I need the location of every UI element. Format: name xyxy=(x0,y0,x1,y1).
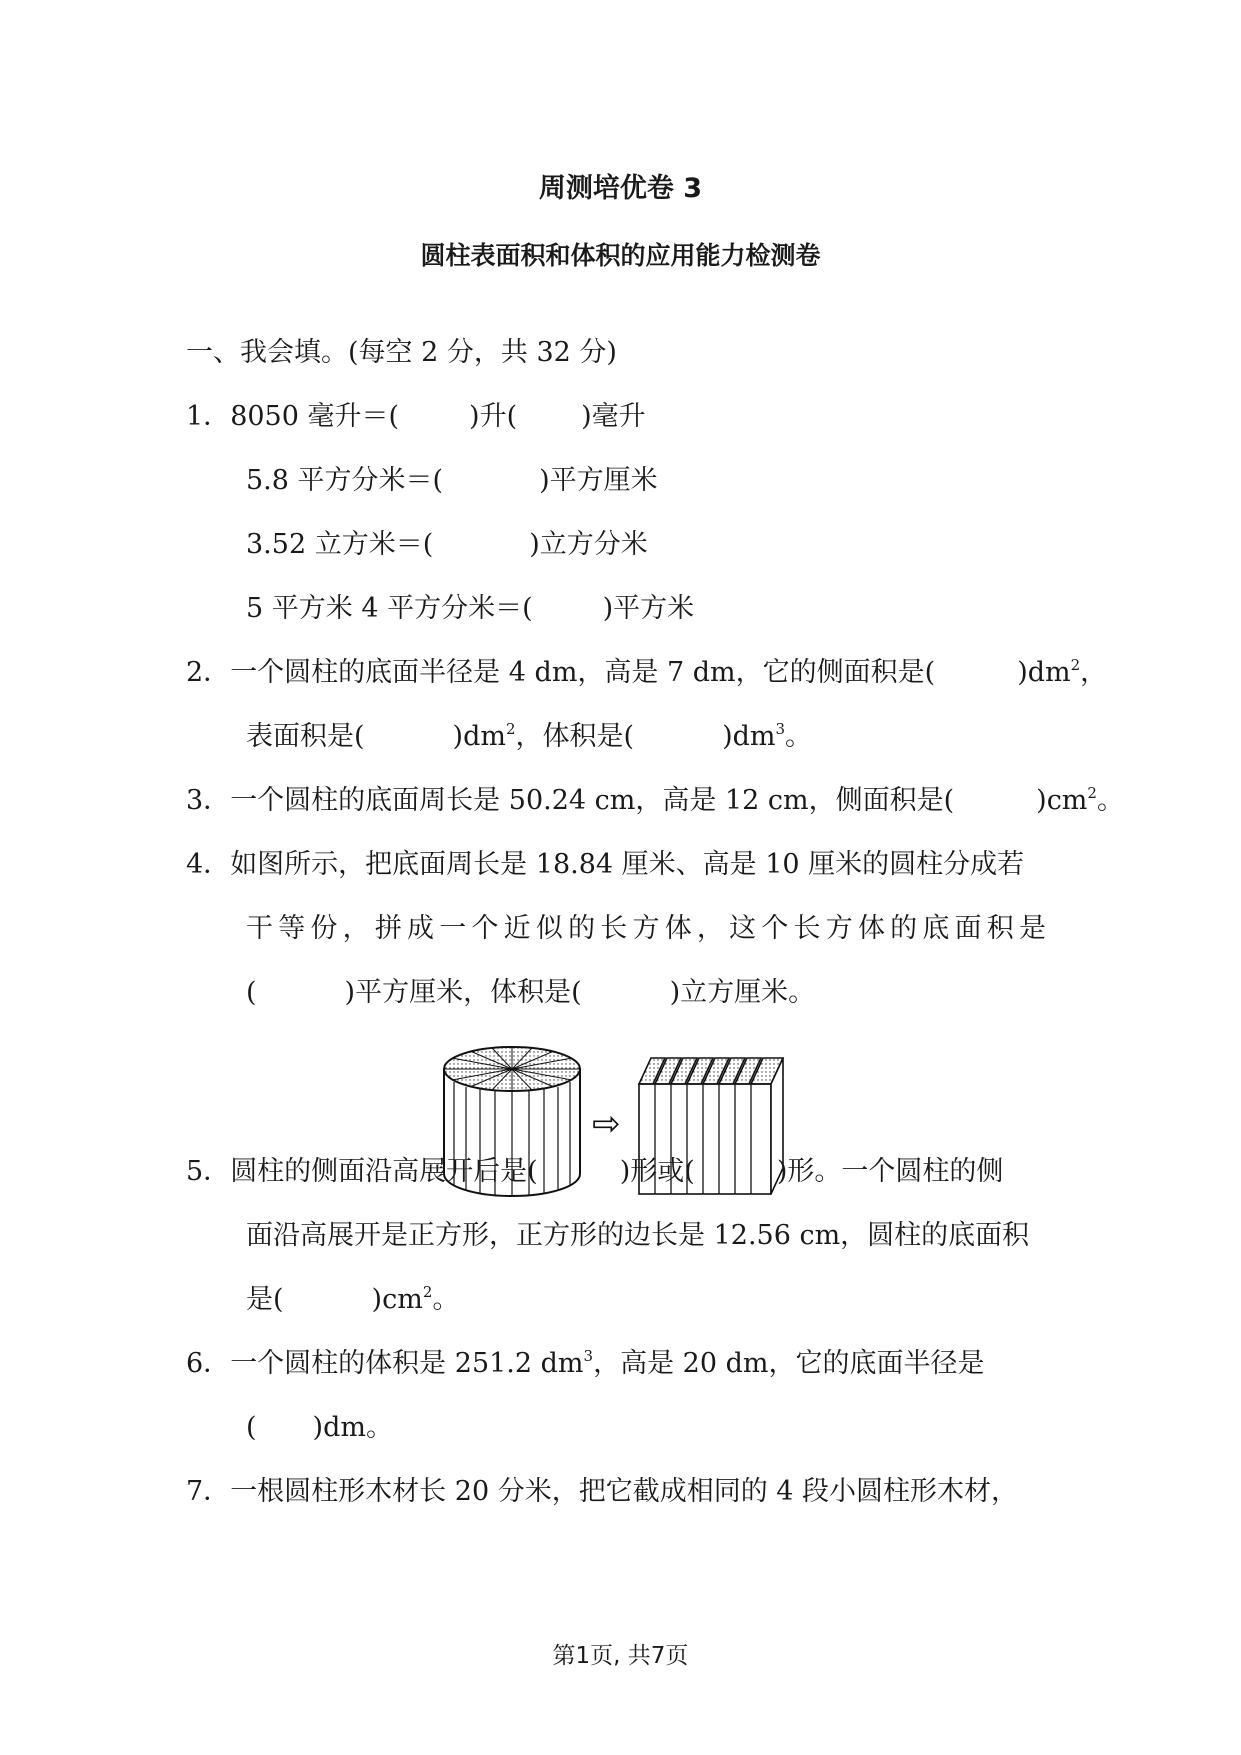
question-text: 。 xyxy=(785,721,813,752)
question-text: 。 xyxy=(432,1284,460,1315)
superscript: 2 xyxy=(422,1283,433,1301)
question-text: )形。一个圆柱的侧 xyxy=(776,1156,1004,1187)
question-text: 8050 毫升＝( xyxy=(230,401,400,432)
question-text: )cm xyxy=(1036,785,1088,816)
question-text: )毫升 xyxy=(581,401,646,432)
question-text: 圆柱的侧面沿高展开后是( xyxy=(230,1156,538,1187)
question-1-d xyxy=(246,586,694,625)
question-text: )平方厘米 xyxy=(539,465,658,496)
question-text: 如图所示，把底面周长是 18.84 厘米、高是 10 厘米的圆柱分成若 xyxy=(230,849,1025,880)
question-4-line2: 干等份，拼成一个近似的长方体，这个长方体的底面积是 xyxy=(246,913,1046,944)
question-number: 3． xyxy=(186,785,231,816)
section-heading: 一、我会填。(每空 2 分，共 32 分) xyxy=(186,337,617,368)
question-text: )dm xyxy=(722,721,776,752)
question-text: ，高是 20 dm，它的底面半径是 xyxy=(593,1348,985,1379)
question-number: 4． xyxy=(186,849,231,880)
question-7 xyxy=(186,1469,1018,1508)
superscript: 3 xyxy=(775,720,786,738)
question-4-line3 xyxy=(246,970,815,1009)
question-text: 5.8 平方分米＝( xyxy=(246,465,444,496)
arrow-icon: ⇨ xyxy=(592,1104,621,1144)
question-text: 一个圆柱的体积是 251.2 dm xyxy=(230,1348,584,1379)
question-text: 表面积是( xyxy=(246,721,365,752)
question-6-line2 xyxy=(246,1405,393,1444)
question-text: 是( xyxy=(246,1284,284,1315)
question-text: 一个圆柱的底面半径是 4 dm，高是 7 dm，它的侧面积是( xyxy=(230,657,936,688)
superscript: 2 xyxy=(505,720,516,738)
question-text: )平方米 xyxy=(602,593,695,624)
page-title: 周测培优卷 3 xyxy=(538,173,703,204)
question-text: )dm xyxy=(1017,657,1071,688)
question-text: ，体积是( xyxy=(515,721,635,752)
question-1-c xyxy=(246,522,648,561)
question-number: 1． xyxy=(186,401,231,432)
question-text: )cm xyxy=(371,1284,423,1315)
page-subtitle: 圆柱表面积和体积的应用能力检测卷 xyxy=(420,241,821,270)
question-number: 6． xyxy=(186,1348,231,1379)
question-5-line2: 面沿高展开是正方形，正方形的边长是 12.56 cm，圆柱的底面积 xyxy=(246,1220,1030,1251)
page-footer: 第1页, 共7页 xyxy=(552,1643,689,1669)
question-1 xyxy=(186,394,646,433)
question-text: 。 xyxy=(1096,785,1124,816)
question-text: )升( xyxy=(469,401,518,432)
question-text: )立方厘米。 xyxy=(669,977,816,1008)
question-5 xyxy=(186,1149,1003,1188)
question-5-line3 xyxy=(246,1277,459,1316)
question-text: )平方厘米，体积是( xyxy=(344,977,582,1008)
question-text: )dm xyxy=(452,721,506,752)
question-3 xyxy=(186,778,1124,817)
question-2-b xyxy=(246,714,812,753)
question-text: 3.52 立方米＝( xyxy=(246,529,434,560)
superscript: 3 xyxy=(583,1347,594,1365)
question-4 xyxy=(186,842,1024,881)
question-number: 5． xyxy=(186,1156,231,1187)
question-2 xyxy=(186,650,1107,689)
superscript: 2 xyxy=(1087,784,1097,802)
question-text: )dm。 xyxy=(312,1412,393,1443)
question-text: 5 平方米 4 平方分米＝( xyxy=(246,593,533,624)
question-text: ( xyxy=(246,1412,257,1443)
question-text: ， xyxy=(1080,657,1108,688)
superscript: 2 xyxy=(1070,656,1081,674)
question-text: 一根圆柱形木材长 20 分米，把它截成相同的 4 段小圆柱形木材， xyxy=(230,1476,1019,1507)
question-1-b xyxy=(246,458,658,497)
question-text: )立方分米 xyxy=(529,529,648,560)
question-6 xyxy=(186,1341,985,1380)
question-text: ( xyxy=(246,977,257,1008)
question-text: 一个圆柱的底面周长是 50.24 cm，高是 12 cm，侧面积是( xyxy=(230,785,955,816)
question-number: 2． xyxy=(186,657,231,688)
question-text: )形或( xyxy=(619,1156,695,1187)
question-number: 7． xyxy=(186,1476,231,1507)
